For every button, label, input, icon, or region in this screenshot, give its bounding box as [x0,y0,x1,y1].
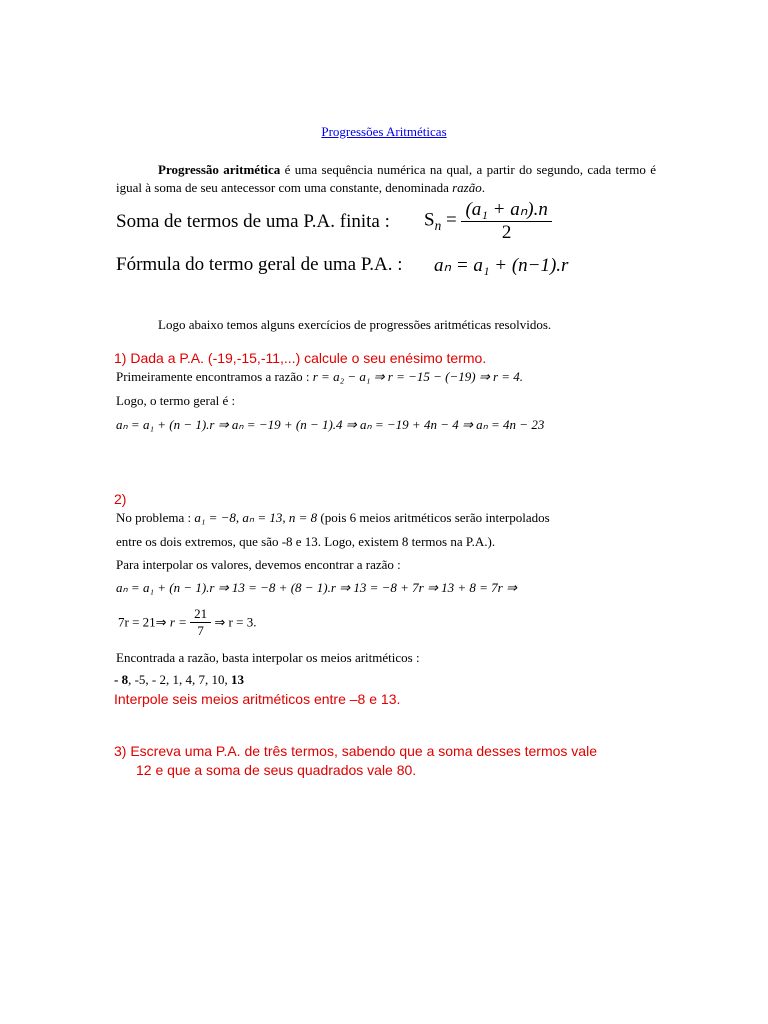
exercise-1-line3: aₙ = a₁ + (n − 1).r ⇒ aₙ = −19 + (n − 1).4 ⇒ aₙ = −19 + 4n − 4 ⇒ aₙ = 4n − 23 [116,417,545,432]
intro-end: . [481,180,485,195]
exercise-2-line1-rest: (pois 6 meios aritméticos serão interpolados [317,510,550,525]
intro-italic: razão [452,180,482,195]
exercise-2-number: 2) [114,491,127,507]
intro-term: Progressão aritmética [158,162,281,177]
general-formula: aₙ = a₁ + (n−1).r [434,255,569,276]
exercise-2-line1-math: a₁ = −8, aₙ = 13, n = 8 [194,510,318,525]
exercise-3-line1: 3) Escreva uma P.A. de três termos, sabendo que a soma desses termos vale [114,743,597,759]
exercise-1-line1 [116,369,523,385]
sum-lhs-sub: n [434,218,442,234]
ratio-numerator: 21 [190,606,211,623]
exercise-2-line5 [118,606,256,639]
exercise-1-line1-math: r = a₂ − a₁ ⇒ r = −15 − (−19) ⇒ r = 4. [312,369,524,384]
intro-text: é uma sequência numérica na qual, a partir do segundo, cada termo é igual à soma de seu antecessor com uma constante, denominada [116,162,656,195]
exercise-1-line1-text: Primeiramente encontramos a razão : [116,369,310,384]
sequence-last: 13 [231,672,245,687]
ratio-fraction [190,606,211,639]
page-title[interactable]: Progressões Aritméticas [321,124,447,139]
exercise-3-line2: 12 e que a soma de seus quadrados vale 80. [136,762,417,778]
exercise-2-line6: Encontrada a razão, basta interpolar os meios aritméticos : [116,650,420,665]
lead-text: Logo abaixo temos alguns exercícios de progressões aritméticas resolvidos. [158,317,552,332]
sum-fraction [461,198,551,244]
sum-formula-label: Soma de termos de uma P.A. finita : [116,211,390,232]
general-formula-label: Fórmula do termo geral de uma P.A. : [116,254,403,275]
interpolated-sequence [114,672,244,688]
exercise-2-line5-r: r = [169,614,187,630]
sum-denominator: 2 [501,222,512,243]
exercise-2-statement: Interpole seis meios aritméticos entre –8 e 13. [114,691,401,707]
exercise-1-line2: Logo, o termo geral é : [116,393,236,408]
exercise-2-line1-text: No problema : [116,510,192,525]
sequence-middle: , -5, - 2, 1, 4, 7, 10, [128,672,232,687]
exercise-2-line2: entre os dois extremos, que são -8 e 13. Logo, existem 8 termos na P.A.). [116,534,496,549]
sum-lhs: S [424,209,435,231]
intro-paragraph [116,161,656,197]
exercise-2-line5-a: 7r = 21⇒ [118,614,167,630]
exercise-2-line5-b: ⇒ r = 3. [214,614,257,630]
sequence-first: - 8 [114,672,129,687]
sum-formula: $S_n$ = $\frac{\text{(a₁ + aₙ).n}}{2}$ [424,198,552,244]
exercise-1-question: 1) Dada a P.A. (-19,-15,-11,...) calcule o seu enésimo termo. [114,350,487,366]
exercise-2-line4: aₙ = a₁ + (n − 1).r ⇒ 13 = −8 + (8 − 1).r ⇒ 13 = −8 + 7r ⇒ 13 + 8 = 7r ⇒ [116,580,517,595]
sum-numerator: (a₁ + aₙ).n [461,198,551,222]
exercise-2-line1 [116,510,550,526]
ratio-denominator: 7 [197,623,204,638]
exercise-2-line3: Para interpolar os valores, devemos encontrar a razão : [116,557,401,572]
